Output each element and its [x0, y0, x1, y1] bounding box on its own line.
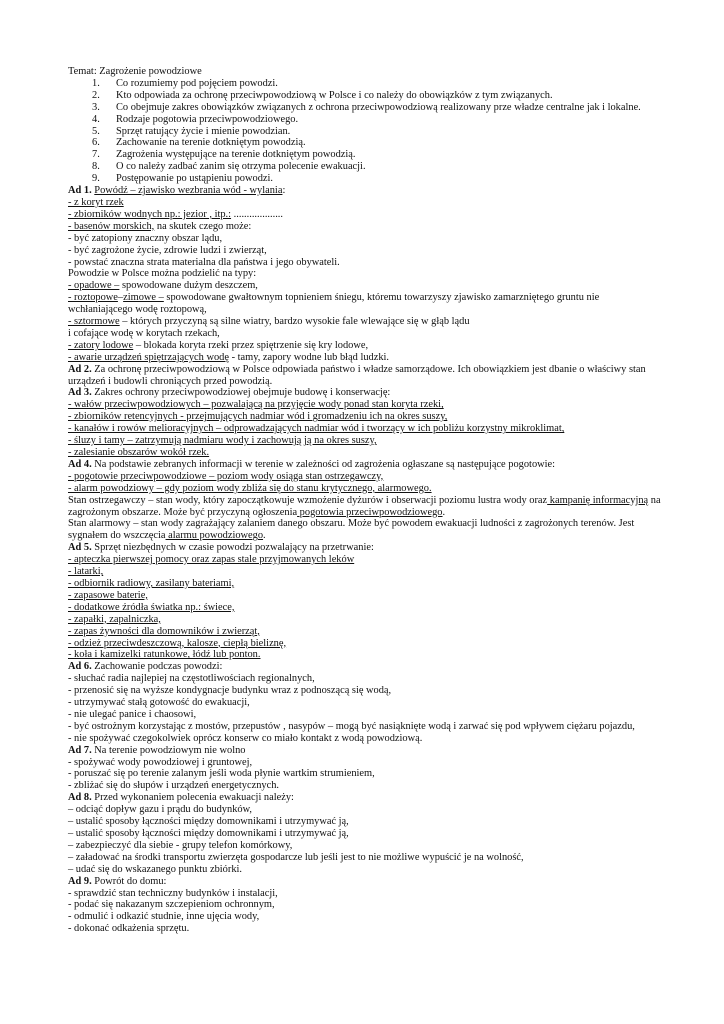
- list-item: - apteczka pierwszej pomocy oraz zapas stale przyjmowanych leków: [68, 554, 355, 566]
- list-item: - zapałki, zapalniczka,: [68, 613, 161, 625]
- list-item: – ustalić sposoby łączności między domownikami i utrzymywać ją,: [68, 816, 349, 828]
- list-item: - nie spożywać czegokolwiek oprócz konserw co miało kontakt z wodą powodziową.: [68, 732, 423, 744]
- list-item: - sztormowe – których przyczyną są silne wiatry, bardzo wysokie fale wlewające się w głąb lądu: [68, 316, 470, 328]
- list-item: 5. Sprzęt ratujący życie i mienie powodzian.: [92, 125, 291, 137]
- list-item: - być zagrożone życie, zdrowie ludzi i zwierząt,: [68, 244, 267, 256]
- list-item: - zapasowe baterie,: [68, 589, 148, 601]
- document-title: Temat: Zagrożenie powodziowe: [68, 66, 202, 77]
- ad5-heading: Ad 5. Sprzęt niezbędnych w czasie powodzi pozwalający na przetrwanie:: [68, 542, 374, 554]
- ad4-paragraph-warning: Stan ostrzegawczy – stan wody, który zapoczątkowuje wzmożenie dyżurów i obserwacji poziomu lustra wody oraz kampanię informacyjną na zagrożonym obszarze. Może być przyczyną ogłoszenia pogotowia przeciwpowodziowego.: [68, 494, 661, 518]
- list-item: 6. Zachowanie na terenie dotkniętym powodzią.: [92, 137, 306, 149]
- flood-types-intro: Powodzie w Polsce można podzielić na typy:: [68, 268, 257, 280]
- list-item: 3. Co obejmuje zakres obowiązków związanych z ochrona przeciwpowodziową realizowany prze władze centralne jak i lokalne.: [92, 101, 641, 113]
- list-item: - koła i kamizelki ratunkowe, łódź lub ponton.: [68, 649, 261, 661]
- ad6-heading: Ad 6. Zachowanie podczas powodzi:: [68, 661, 223, 673]
- list-item: - przenosić się na wyższe kondygnacje budynku wraz z podnoszącą się wodą,: [68, 685, 392, 697]
- list-item: - zbliżać się do słupów i urządzeń energetycznych.: [68, 780, 279, 792]
- list-item: - sprawdzić stan techniczny budynków i instalacji,: [68, 887, 278, 899]
- list-item: - powstać znaczna strata materialna dla państwa i jego obywateli.: [68, 256, 340, 268]
- list-item: 9. Postępowanie po ustąpieniu powodzi.: [92, 173, 273, 185]
- ad4-heading: Ad 4. Na podstawie zebranych informacji w terenie w zależności od zagrożenia ogłaszane są następujące pogotowie:: [68, 458, 556, 470]
- list-item: - nie ulegać panice i chaosowi,: [68, 708, 197, 720]
- list-item: 1. Co rozumiemy pod pojęciem powodzi.: [92, 77, 278, 89]
- topics-list: [68, 78, 668, 185]
- list-item: - roztopowe–zimowe – spowodowane gwałtownym topnieniem śniegu, któremu towarzyszy zjawisko zamarzniętego gruntu nie: [68, 292, 600, 304]
- list-item: - zalesianie obszarów wokół rzek.: [68, 447, 210, 458]
- list-item: - odzież przeciwdeszczową, kalosze, ciepłą bieliznę,: [68, 637, 287, 649]
- list-item: - kanałów i rowów melioracyjnych – odprowadzających nadmiar wód i tworzący w ich pobliżu korzystny mikroklimat,: [68, 423, 565, 435]
- list-item: - utrzymywać stałą gotowość do ewakuacji,: [68, 697, 250, 709]
- list-item: - alarm powodziowy – gdy poziom wody zbliża się do stanu krytycznego, alarmowego.: [68, 482, 432, 494]
- document-body: [68, 66, 668, 935]
- list-item: - basenów morskich, na skutek czego może:: [68, 220, 252, 232]
- list-item: - pogotowie przeciwpowodziowe – poziom wody osiąga stan ostrzegawczy,: [68, 470, 384, 482]
- list-item: 4. Rodzaje pogotowia przeciwpowodziowego.: [92, 113, 299, 125]
- list-item-continued: i cofające wodę w korytach rzekach,: [68, 327, 220, 339]
- list-item: – zabezpieczyć dla siebie - grupy telefon komórkowy,: [68, 839, 293, 851]
- list-item: - zbiorników retencyjnych - przejmujących nadmiar wód i gromadzeniu ich na okres suszy,: [68, 411, 448, 423]
- list-item: - spożywać wody powodziowej i gruntowej,: [68, 756, 253, 768]
- ad4-paragraph-alarm: Stan alarmowy – stan wody zagrażający zalaniem danego obszaru. Może być powodem ewakuacji ludności z zagrożonych terenów. Jest sygnałem do wszczęcia alarmu powodziowego.: [68, 518, 635, 542]
- list-item-continued: wchłaniającego wodę roztopową,: [68, 304, 207, 316]
- ad3-heading: Ad 3. Zakres ochrony przeciwpowodziowej obejmuje budowę i konserwację:: [68, 387, 391, 399]
- list-item: - zatory lodowe – blokada koryta rzeki przez spiętrzenie się kry lodowe,: [68, 339, 369, 351]
- list-item: - z koryt rzek: [68, 196, 124, 208]
- ad9-heading: Ad 9. Powrót do domu:: [68, 875, 167, 887]
- list-item: - wałów przeciwpowodziowych – pozwalającą na przyjęcie wody ponad stan koryta rzeki,: [68, 399, 444, 411]
- list-item: – udać się do wskazanego punktu zbiórki.: [68, 863, 242, 875]
- list-item: - poruszać się po terenie zalanym jeśli woda płynie wartkim strumieniem,: [68, 768, 375, 780]
- list-item: – odciąć dopływ gazu i prądu do budynków,: [68, 804, 253, 816]
- ad2-paragraph: Ad 2. Za ochronę przeciwpowodziową w Polsce odpowiada państwo i władze samorządowe. Ich obowiązkiem jest dbanie o właściwy stan urządzeń i budowli chroniących przed powodzią.: [68, 363, 646, 387]
- list-item: 7. Zagrożenia występujące na terenie dotkniętym powodzią.: [92, 149, 356, 161]
- list-item: - być zatopiony znaczny obszar lądu,: [68, 232, 223, 244]
- ad8-heading: Ad 8. Przed wykonaniem polecenia ewakuacji należy:: [68, 792, 294, 804]
- list-item: - podać się nakazanym szczepieniom ochronnym,: [68, 899, 275, 911]
- list-item: – załadować na środki transportu zwierzęta gospodarcze lub jeśli jest to nie możliwe wypuścić je na wolność,: [68, 851, 524, 863]
- list-item: - zapas żywności dla domowników i zwierząt,: [68, 625, 260, 637]
- list-item: - być ostrożnym korzystając z mostów, przepustów , nasypów – mogą być nasiąknięte wodą i zarwać się pod wpływem ciężaru pojazdu,: [68, 720, 635, 732]
- list-item: - odmulić i odkazić studnie, inne ujęcia wody,: [68, 911, 260, 923]
- list-item: - awarie urządzeń spiętrzających wodę - tamy, zapory wodne lub błąd ludzki.: [68, 351, 390, 363]
- list-item: - dodatkowe źródła światka np.: świece,: [68, 601, 235, 613]
- list-item: - słuchać radia najlepiej na częstotliwościach regionalnych,: [68, 673, 315, 685]
- list-item: - zbiorników wodnych np.: jezior , itp.: ...................: [68, 208, 283, 220]
- list-item: 2. Kto odpowiada za ochronę przeciwpowodziową w Polsce i co należy do obowiązków z tym związanych.: [92, 89, 553, 101]
- list-item: – ustalić sposoby łączności między domownikami i utrzymywać ją,: [68, 828, 349, 839]
- list-item: - śluzy i tamy – zatrzymują nadmiaru wody i zachowują ją na okres suszy,: [68, 435, 377, 447]
- ad7-heading: Ad 7. Na terenie powodziowym nie wolno: [68, 744, 246, 756]
- list-item: 8. O co należy zadbać zanim się otrzyma polecenie ewakuacji.: [92, 161, 366, 173]
- list-item: - odbiornik radiowy, zasilany bateriami,: [68, 577, 235, 589]
- ad1-heading: Ad 1. Powódź – zjawisko wezbrania wód - wylania:: [68, 185, 286, 197]
- list-item: - latarki,: [68, 566, 104, 578]
- list-item: - dokonać odkażenia sprzętu.: [68, 923, 190, 935]
- list-item: - opadowe – spowodowane dużym deszczem,: [68, 280, 258, 292]
